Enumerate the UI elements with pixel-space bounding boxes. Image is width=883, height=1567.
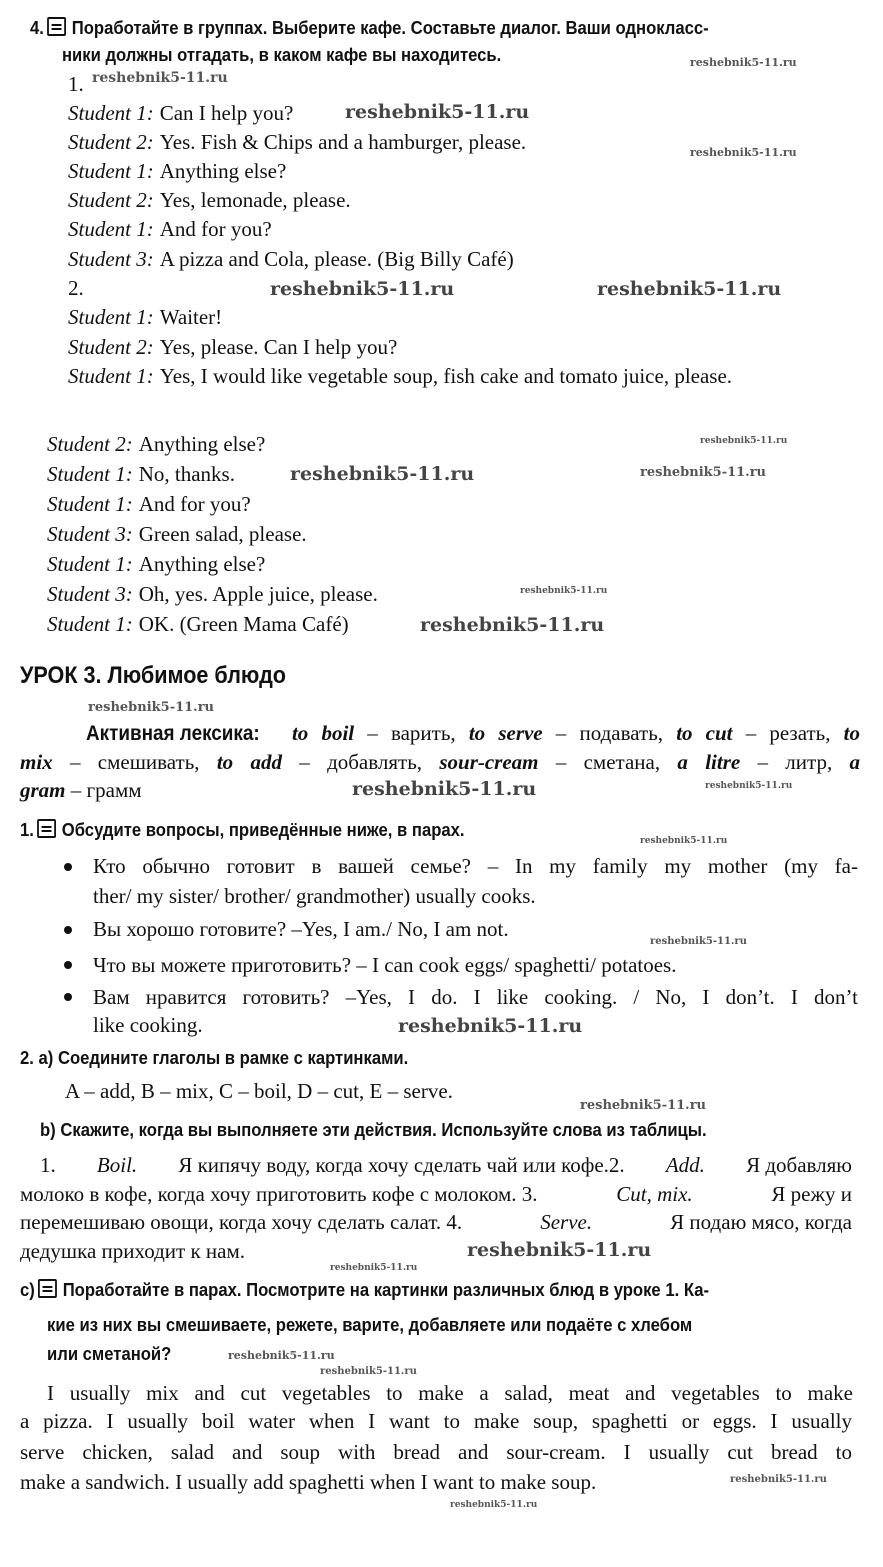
- watermark: reshebnik5-11.ru: [597, 278, 782, 300]
- dialog-line: Student 2: Yes, please. Can I help you?: [68, 335, 398, 359]
- dialog-2-number: 2.: [68, 276, 84, 300]
- dialog-line: Student 1: And for you?: [68, 217, 272, 241]
- dialog-line: Student 1: No, thanks.: [47, 462, 235, 486]
- watermark: reshebnik5-11.ru: [705, 781, 793, 791]
- exercise-2c-heading-2: кие из них вы смешиваете, режете, варите, добавляете или подаёте с хлебом: [47, 1314, 693, 1335]
- watermark: reshebnik5-11.ru: [467, 1239, 652, 1261]
- bullet-icon: [64, 863, 72, 871]
- watermark: reshebnik5-11.ru: [640, 836, 728, 846]
- dialog-line: Student 3: Green salad, please.: [47, 522, 307, 546]
- notebook-icon: [38, 1279, 57, 1298]
- exercise-2c-heading-3: или сметаной?: [47, 1343, 172, 1364]
- watermark: reshebnik5-11.ru: [690, 146, 797, 159]
- exercise-4-heading: 4. Поработайте в группах. Выберите кафе. Составьте диалог. Ваши однокласс-: [30, 17, 709, 38]
- watermark: reshebnik5-11.ru: [270, 278, 455, 300]
- bullet-icon: [64, 926, 72, 934]
- dialog-line: Student 1: Anything else?: [47, 552, 266, 576]
- bullet-1-line-2: ther/ my sister/ brother/ grandmother) usually cooks.: [93, 884, 536, 908]
- bullet-4-line-1: Вам нравится готовить? –Yes, I do. I like cooking. / No, I don’t. I don’t: [93, 985, 858, 1009]
- bullet-icon: [64, 961, 72, 969]
- dialog-line: Student 2: Yes. Fish & Chips and a hamburger, please.: [68, 130, 527, 154]
- bullet-icon: [64, 993, 72, 1001]
- vocab-line-3: gram – грамм: [20, 778, 142, 802]
- watermark: reshebnik5-11.ru: [730, 1474, 827, 1485]
- bullet-2: Вы хорошо готовите? –Yes, I am./ No, I am not.: [93, 917, 509, 941]
- exercise-2b-answer-line: перемешиваю овощи, когда хочу сделать салат. 4. Serve. Я подаю мясо, когда: [20, 1210, 852, 1234]
- bullet-1-line-1: Кто обычно готовит в вашей семье? – In my family my mother (my fa-: [93, 854, 858, 878]
- dialog-1-number: 1.: [68, 72, 84, 96]
- lesson-title: УРОК 3. Любимое блюдо: [20, 662, 286, 689]
- watermark: reshebnik5-11.ru: [345, 101, 530, 123]
- watermark: reshebnik5-11.ru: [650, 936, 747, 947]
- dialog-line: Student 2: Yes, lemonade, please.: [68, 188, 351, 212]
- dialog-line: Student 1: Can I help you?: [68, 101, 294, 125]
- watermark: reshebnik5-11.ru: [290, 463, 475, 485]
- exercise-2b-answer-line: 1. Boil. Я кипячу воду, когда хочу сделать чай или кофе.2. Add. Я добавляю: [40, 1153, 852, 1177]
- exercise-2c-answer-line: serve chicken, salad and soup with bread and sour-cream. I usually cut bread to: [20, 1440, 852, 1464]
- exercise-2a-heading: 2. а) Соедините глаголы в рамке с картинками.: [20, 1047, 409, 1068]
- watermark: reshebnik5-11.ru: [580, 1098, 707, 1113]
- dialog-line: Student 1: Waiter!: [68, 305, 223, 329]
- watermark: reshebnik5-11.ru: [640, 465, 767, 480]
- vocab-line-2: mix – смешивать, to add – добавлять, sour-cream – сметана, a litre – литр, a: [20, 750, 860, 774]
- dialog-line: Student 1: OK. (Green Mama Café): [47, 612, 349, 636]
- watermark: reshebnik5-11.ru: [352, 778, 537, 800]
- watermark: reshebnik5-11.ru: [520, 586, 608, 596]
- dialog-line: Student 2: Anything else?: [47, 432, 266, 456]
- exercise-2b-answer-line: дедушка приходит к нам.: [20, 1239, 246, 1263]
- watermark: reshebnik5-11.ru: [700, 436, 788, 446]
- dialog-line: Student 1: Anything else?: [68, 159, 287, 183]
- notebook-icon: [47, 17, 66, 36]
- exercise-2b-heading: b) Скажите, когда вы выполняете эти действия. Используйте слова из таблицы.: [40, 1119, 707, 1140]
- exercise-2c-heading-1: c) Поработайте в парах. Посмотрите на картинки различных блюд в уроке 1. Ка-: [20, 1279, 710, 1300]
- vocab-line-1: Активная лексика: to boil – варить, to serve – подавать, to cut – резать, to: [85, 721, 861, 745]
- notebook-icon: [37, 819, 56, 838]
- watermark: reshebnik5-11.ru: [320, 1366, 417, 1377]
- exercise-2b-answer-line: молоко в кофе, когда хочу приготовить кофе с молоком. 3. Cut, mix. Я режу и: [20, 1182, 852, 1206]
- bullet-3: Что вы можете приготовить? – I can cook eggs/ spaghetti/ potatoes.: [93, 953, 677, 977]
- watermark: reshebnik5-11.ru: [690, 56, 797, 69]
- dialog-line: Student 3: Oh, yes. Apple juice, please.: [47, 582, 378, 606]
- watermark: reshebnik5-11.ru: [92, 70, 228, 86]
- dialog-line: Student 3: A pizza and Cola, please. (Big Billy Café): [68, 247, 514, 271]
- watermark: reshebnik5-11.ru: [420, 614, 605, 636]
- exercise-2a-answer: A – add, B – mix, C – boil, D – cut, E – serve.: [65, 1079, 453, 1103]
- exercise-2c-answer-line: make a sandwich. I usually add spaghetti when I want to make soup.: [20, 1470, 597, 1494]
- exercise-1-heading: 1. Обсудите вопросы, приведённые ниже, в парах.: [20, 819, 465, 840]
- exercise-4-heading-cont: ники должны отгадать, в каком кафе вы находитесь.: [62, 44, 502, 65]
- dialog-line: Student 1: And for you?: [47, 492, 251, 516]
- watermark: reshebnik5-11.ru: [88, 700, 215, 715]
- bullet-4-line-2: like cooking.: [93, 1013, 203, 1037]
- exercise-2c-answer-line: I usually mix and cut vegetables to make a salad, meat and vegetables to make: [47, 1381, 853, 1405]
- dialog-line: Student 1: Yes, I would like vegetable soup, fish cake and tomato juice, please.: [68, 364, 733, 388]
- watermark: reshebnik5-11.ru: [228, 1349, 335, 1362]
- exercise-2c-answer-line: a pizza. I usually boil water when I want to make soup, spaghetti or eggs. I usually: [20, 1409, 852, 1433]
- watermark: reshebnik5-11.ru: [450, 1500, 538, 1510]
- watermark: reshebnik5-11.ru: [330, 1263, 418, 1273]
- watermark: reshebnik5-11.ru: [398, 1015, 583, 1037]
